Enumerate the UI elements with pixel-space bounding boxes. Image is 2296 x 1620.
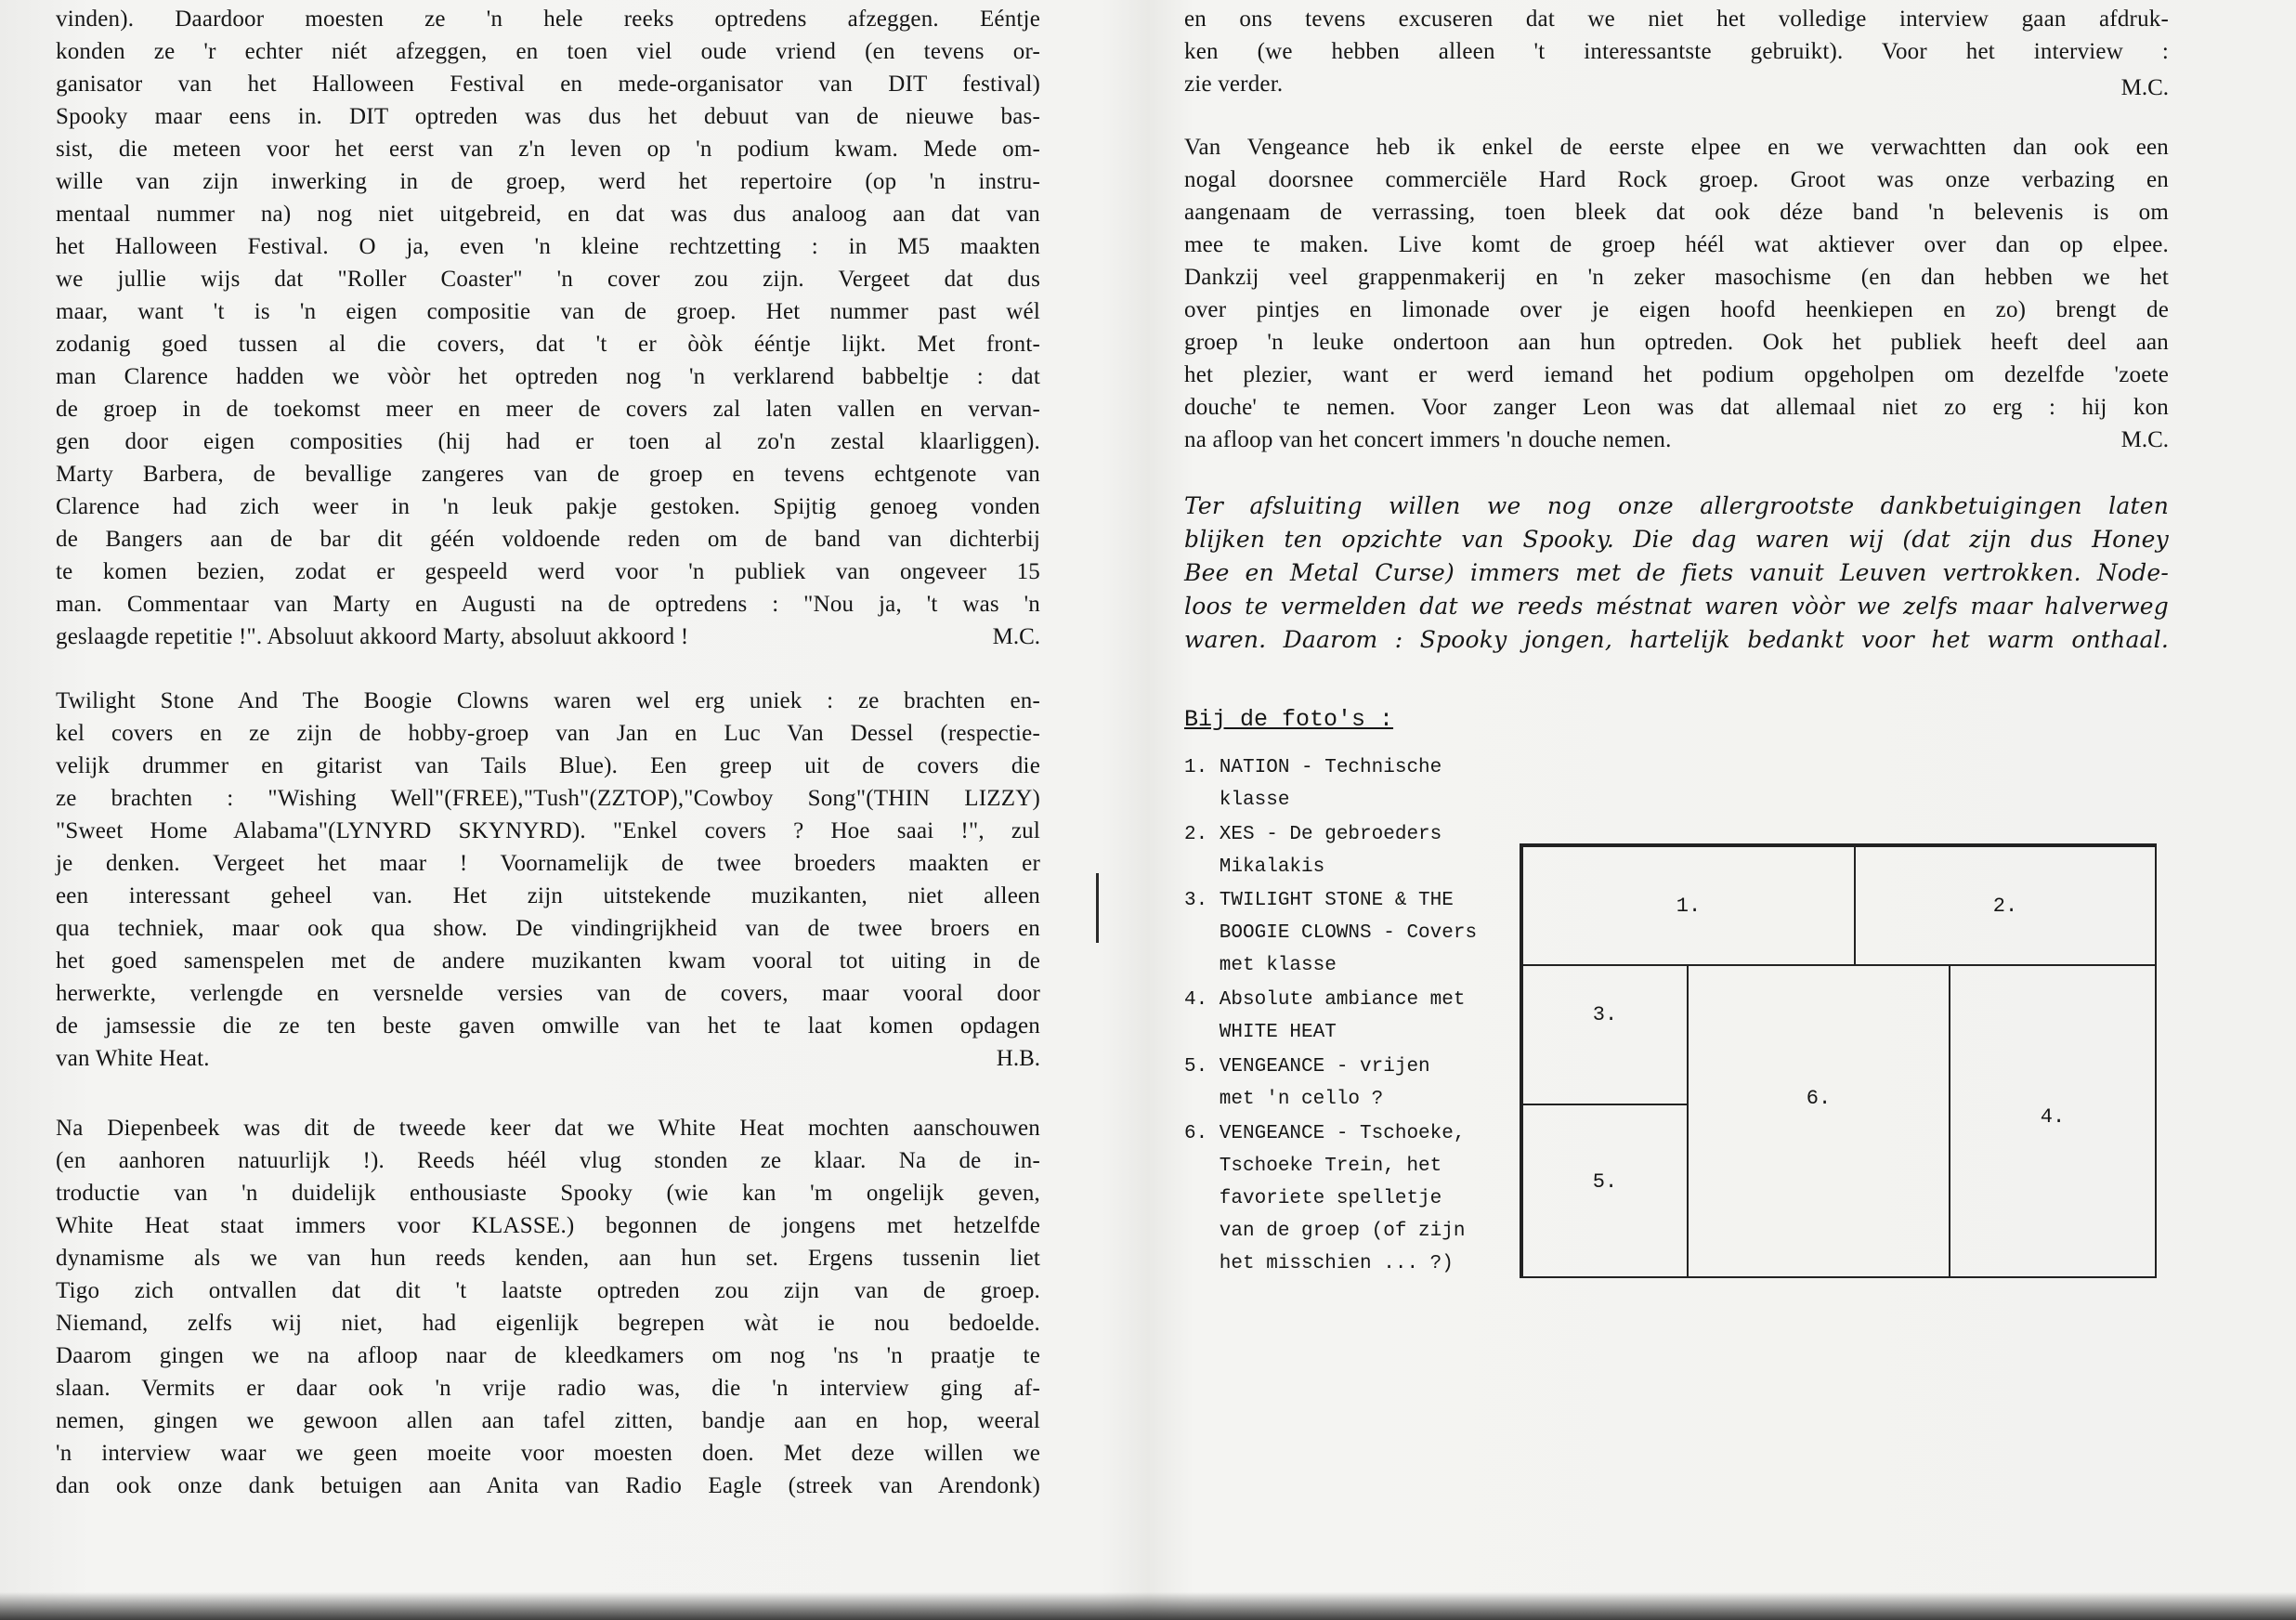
- text-line: velijk drummer en gitarist van Tails Blue). Een greep uit de covers die: [56, 753, 1040, 778]
- text-line: Marty Barbera, de bevallige zangeres van de groep en tevens echtgenote van: [56, 462, 1040, 487]
- text-line: man Clarence hadden we vòòr het optreden nog 'n verklarend babbeltje : dat: [56, 364, 1040, 389]
- text-line: qua techniek, maar ook qua show. De vindingrijkheid van de twee broers en: [56, 916, 1040, 941]
- text-line: dan ook onze dank betuigen aan Anita van Radio Eagle (streek van Arendonk): [56, 1473, 1040, 1498]
- handwritten-line: Bee en Metal Curse) immers met de fiets vanuit Leuven vertrokken. Node-: [1184, 559, 2169, 586]
- text-line: mentaal nummer na) nog niet uitgebreid, en dat was dus analoog aan dat van: [56, 202, 1040, 227]
- caption-line: 1. NATION - Technische: [1184, 757, 1442, 778]
- text-line: Clarence had zich weer in 'n leuk pakje gestoken. Spijtig genoeg vonden: [56, 494, 1040, 519]
- text-line: Tigo zich ontvallen dat dit 't laatste optreden zou zijn van de groep.: [56, 1278, 1040, 1303]
- text-line: het Halloween Festival. O ja, even 'n kleine rechtzetting : in M5 maakten: [56, 234, 1040, 259]
- photo-cell-label: 4.: [2040, 1105, 2066, 1129]
- photo-cell-label: 1.: [1676, 894, 1702, 918]
- text-line: en ons tevens excuseren dat we niet het volledige interview gaan afdruk-: [1184, 7, 2169, 32]
- caption-line: Tschoeke Trein, het: [1184, 1156, 1442, 1177]
- text-line: het plezier, want er werd iemand het podium opgeholpen om dezelfde 'zoete: [1184, 362, 2169, 387]
- text-line: douche' te nemen. Voor zanger Leon was dat allemaal niet zo erg : hij kon: [1184, 395, 2169, 420]
- text-line: het goed samenspelen met de andere muzikanten kwam vooral tot uiting in de: [56, 948, 1040, 973]
- caption-line: van de groep (of zijn: [1184, 1221, 1466, 1242]
- photo-cell-label: 6.: [1806, 1087, 1832, 1110]
- text-line: Dankzij veel grappenmakerij en 'n zeker masochisme (en dan hebben we het: [1184, 265, 2169, 290]
- handwritten-line: blijken ten opzichte van Spooky. Die dag waren wij (dat zijn dus Honey: [1184, 526, 2169, 553]
- text-line: over pintjes en limonade over je eigen hoofd heenkiepen en zo) brengt de: [1184, 297, 2169, 322]
- text-line: Twilight Stone And The Boogie Clowns waren wel erg uniek : ze brachten en-: [56, 688, 1040, 713]
- caption-line: 3. TWILIGHT STONE & THE: [1184, 890, 1454, 911]
- caption-line: 4. Absolute ambiance met: [1184, 989, 1466, 1011]
- handwritten-line: loos te vermelden dat we reeds méstnat waren vòòr we zelfs maar halverweg: [1184, 593, 2169, 620]
- caption-line: 5. VENGEANCE - vrijen: [1184, 1056, 1430, 1078]
- text-line: nemen, gingen we gewoon allen aan tafel zitten, bandje aan en hop, weeral: [56, 1408, 1040, 1433]
- photo-cell-2: [1854, 845, 2157, 966]
- photo-cell-1: [1521, 845, 1856, 966]
- text-line: aangenaam de verrassing, toen bleek dat ook déze band 'n belevenis is om: [1184, 200, 2169, 225]
- text-line: we jullie wijs dat "Roller Coaster" 'n cover zou zijn. Vergeet dat dus: [56, 267, 1040, 292]
- text-line: geslaagde repetitie !". Absoluut akkoord Marty, absoluut akkoord !: [56, 624, 689, 649]
- caption-line: Mikalakis: [1184, 856, 1325, 878]
- text-line: ze brachten : "Wishing Well"(FREE),"Tush"(ZZTOP),"Cowboy Song"(THIN LIZZY): [56, 786, 1040, 811]
- text-line: zodanig goed tussen al die covers, dat 't er òòk ééntje lijkt. Met front-: [56, 332, 1040, 357]
- text-line: gen door eigen composities (hij had er toen al zo'n zestal klaarliggen).: [56, 429, 1040, 454]
- text-line: wille van zijn inwerking in de groep, werd het repertoire (op 'n instru-: [56, 169, 1040, 194]
- text-line: kel covers en ze zijn de hobby-groep van Jan en Luc Van Dessel (respectie-: [56, 721, 1040, 746]
- text-line: vinden). Daardoor moesten ze 'n hele reeks optredens afzeggen. Eéntje: [56, 7, 1040, 32]
- text-line: Na Diepenbeek was dit de tweede keer dat we White Heat mochten aanschouwen: [56, 1116, 1040, 1141]
- author-signature: M.C.: [992, 624, 1040, 649]
- caption-line: klasse: [1184, 790, 1290, 811]
- text-line: na afloop van het concert immers 'n douche nemen.: [1184, 427, 1672, 452]
- text-line: mee te maken. Live komt de groep héél wat aktiever over dan op elpee.: [1184, 232, 2169, 257]
- text-line: slaan. Vermits er daar ook 'n vrije radio was, die 'n interview ging af-: [56, 1376, 1040, 1401]
- caption-line: met 'n cello ?: [1184, 1089, 1384, 1110]
- text-line: Niemand, zelfs wij niet, had eigenlijk begrepen wàt ie nou bedoelde.: [56, 1311, 1040, 1336]
- photo-cell-label: 2.: [1992, 894, 2018, 918]
- text-line: sist, die meteen voor het eerst van z'n leven op 'n podium kwam. Mede om-: [56, 137, 1040, 162]
- text-line: te komen bezien, zodat er gespeeld werd voor 'n publiek van ongeveer 15: [56, 559, 1040, 584]
- photo-layout-grid: [1520, 843, 2157, 1278]
- photo-captions-heading: Bij de foto's :: [1184, 706, 1394, 733]
- text-line: nogal doorsnee commerciële Hard Rock groep. Groot was onze verbazing en: [1184, 167, 2169, 192]
- author-signature: M.C.: [2120, 427, 2169, 452]
- text-line: zie verder.: [1184, 72, 1284, 97]
- text-line: ken (we hebben alleen 't interessantste gebruikt). Voor het interview :: [1184, 39, 2169, 64]
- author-signature: H.B.: [996, 1046, 1040, 1071]
- text-line: groep 'n leuke ondertoon aan hun optreden. Ook het publiek heeft deel aan: [1184, 330, 2169, 355]
- text-line: 'n interview waar we geen moeite voor moesten doen. Met deze willen we: [56, 1441, 1040, 1466]
- text-line: Van Vengeance heb ik enkel de eerste elpee en we verwachtten dan ook een: [1184, 135, 2169, 160]
- caption-line: favoriete spelletje: [1184, 1188, 1442, 1209]
- caption-line: BOOGIE CLOWNS - Covers: [1184, 922, 1478, 944]
- photo-cell-6: [1687, 964, 1950, 1278]
- caption-line: 2. XES - De gebroeders: [1184, 824, 1442, 845]
- handwritten-line: Ter afsluiting willen we nog onze allergrootste dankbetuigingen laten: [1184, 492, 2169, 519]
- text-line: van White Heat.: [56, 1046, 210, 1071]
- text-line: troductie van 'n duidelijk enthousiaste Spooky (wie kan 'm ongelijk geven,: [56, 1181, 1040, 1206]
- photo-cell-3: [1521, 964, 1689, 1105]
- text-line: man. Commentaar van Marty en Augusti na de optredens : "Nou ja, 't was 'n: [56, 592, 1040, 617]
- text-line: maar, want 't is 'n eigen compositie van de groep. Het nummer past wél: [56, 299, 1040, 324]
- text-line: "Sweet Home Alabama"(LYNYRD SKYNYRD). "Enkel covers ? Hoe saai !", zul: [56, 818, 1040, 843]
- handwritten-line: waren. Daarom : Spooky jongen, hartelijk bedankt voor het warm onthaal.: [1184, 626, 2169, 653]
- caption-line: het misschien ... ?): [1184, 1253, 1454, 1274]
- photo-cell-label: 3.: [1592, 1003, 1618, 1026]
- scan-bottom-edge: [0, 1592, 2296, 1620]
- text-line: Spooky maar eens in. DIT optreden was dus het debuut van de nieuwe bas-: [56, 104, 1040, 129]
- text-line: de Bangers aan de bar dit géén voldoende reden om de band van dichterbij: [56, 527, 1040, 552]
- text-line: konden ze 'r echter niét afzeggen, en toen viel oude vriend (en tevens or-: [56, 39, 1040, 64]
- photo-cell-label: 5.: [1592, 1170, 1618, 1194]
- text-line: dynamisme als we van hun reeds kenden, aan hun set. Ergens tussenin liet: [56, 1246, 1040, 1271]
- text-line: de jamsessie die ze ten beste gaven omwille van het te laat komen opdagen: [56, 1013, 1040, 1039]
- photo-cell-4: [1949, 964, 2157, 1278]
- caption-line: 6. VENGEANCE - Tschoeke,: [1184, 1123, 1466, 1144]
- text-line: de groep in de toekomst meer en meer de covers zal laten vallen en vervan-: [56, 397, 1040, 422]
- scan-mark: [1096, 873, 1099, 943]
- caption-line: met klasse: [1184, 955, 1337, 976]
- text-line: Daarom gingen we na afloop naar de kleedkamers om nog 'ns 'n praatje te: [56, 1343, 1040, 1368]
- text-line: een interessant geheel van. Het zijn uitstekende muzikanten, niet alleen: [56, 883, 1040, 908]
- author-signature: M.C.: [2120, 75, 2169, 100]
- photo-cell-5: [1521, 1104, 1689, 1278]
- text-line: herwerkte, verlengde en versnelde versies van de covers, maar vooral door: [56, 981, 1040, 1006]
- text-line: White Heat staat immers voor KLASSE.) begonnen de jongens met hetzelfde: [56, 1213, 1040, 1238]
- caption-line: WHITE HEAT: [1184, 1022, 1337, 1043]
- text-line: je denken. Vergeet het maar ! Voornamelijk de twee broeders maakten er: [56, 851, 1040, 876]
- text-line: ganisator van het Halloween Festival en mede-organisator van DIT festival): [56, 72, 1040, 97]
- text-line: (en aanhoren natuurlijk !). Reeds héél vlug stonden ze klaar. Na de in-: [56, 1148, 1040, 1173]
